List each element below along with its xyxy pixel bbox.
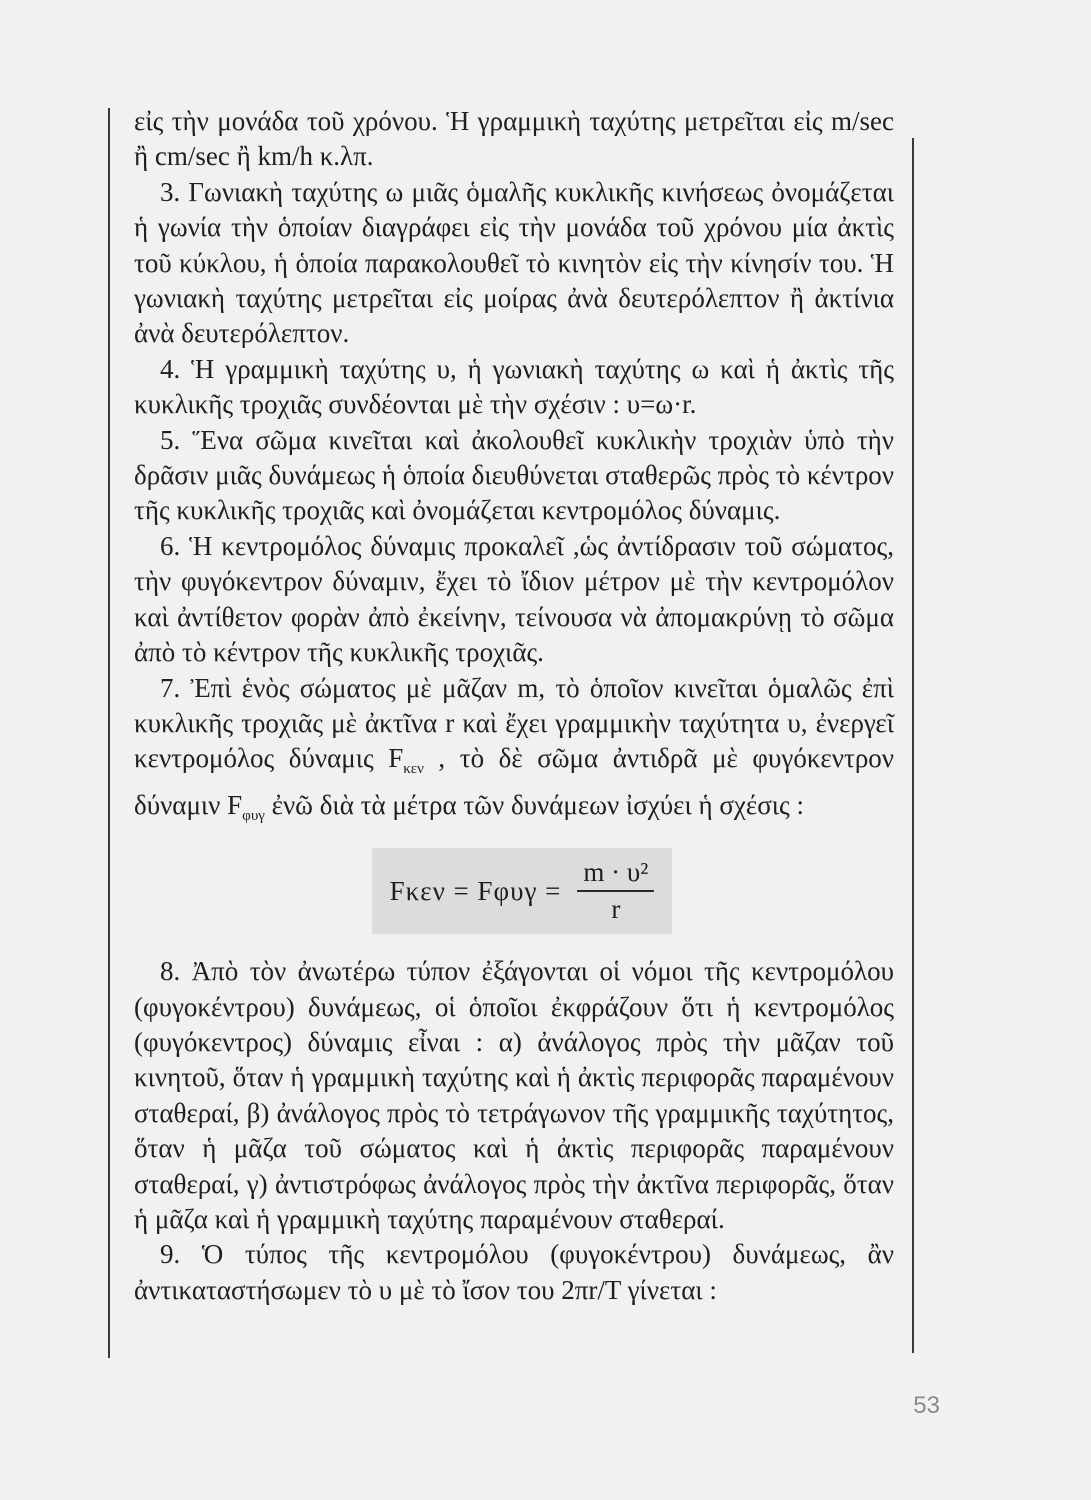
subscript-fug: φυγ	[242, 807, 265, 824]
centripetal-force-formula	[372, 848, 672, 934]
paragraph-7	[134, 671, 894, 835]
formula-lhs: Fκεν = Fφυγ =	[389, 875, 562, 906]
subscript-kev: κεν	[403, 761, 424, 778]
paragraph-7-part-a: 7. Ἐπὶ ἑνὸς σώματος μὲ μᾶζαν m, τὸ ὁποῖον κινεῖται ὁμαλῶς ἐπὶ κυκλικῆς τροχιᾶς μὲ ἀκτῖνα r καὶ ἔχει γραμμικὴν ταχύτητα υ, ἐνεργεῖ κεντρομόλος δύναμις F	[134, 672, 894, 774]
paragraph-9: 9. Ὁ τύπος τῆς κεντρομόλου (φυγοκέντρου) δυνάμεως, ἂν ἀντικαταστήσωμεν τὸ υ μὲ τὸ ἴσον του 2πr/T γίνεται :	[134, 1239, 894, 1305]
paragraph-7-part-b: , τὸ δὲ σῶμα ἀντιδρᾶ μὲ φυγόκεντρον δύναμιν F	[134, 743, 894, 820]
paragraph-7-part-c: ἐνῶ διὰ τὰ μέτρα τῶν δυνάμεων ἰσχύει ἡ σχέσις :	[264, 789, 804, 820]
paragraph-3: 3. Γωνιακὴ ταχύτης ω μιᾶς ὁμαλῆς κυκλικῆς κινήσεως ὀνομάζεται ἡ γωνία τὴν ὁποίαν διαγράφει εἰς τὴν μονάδα τοῦ χρόνου μία ἀκτὶς τοῦ κύκλου, ἡ ὁποία παρακολουθεῖ τὸ κινητὸν εἰς τὴν κίνησίν του. Ἡ γωνιακὴ ταχύτης μετρεῖται εἰς μοίρας ἀνὰ δευτερόλεπτον ἢ ἀκτίνια ἀνὰ δευτερόλεπτον.	[134, 176, 894, 349]
formula-fraction	[577, 859, 654, 923]
left-margin-rule	[108, 108, 110, 1358]
paragraph-4: 4. Ἡ γραμμικὴ ταχύτης υ, ἡ γωνιακὴ ταχύτης ω καὶ ἡ ἀκτὶς τῆς κυκλικῆς τροχιᾶς συνδέονται μὲ τὴν σχέσιν : υ=ω·r.	[134, 353, 894, 420]
paragraph-continuation: εἰς τὴν μονάδα τοῦ χρόνου. Ἡ γραμμικὴ ταχύτης μετρεῖται εἰς m/sec ἢ cm/sec ἢ km/h κ.λπ.	[134, 106, 894, 172]
formula-numerator: m · υ²	[577, 859, 654, 892]
right-margin-rule	[912, 138, 914, 1353]
page-number: 53	[913, 1392, 940, 1419]
body-text	[134, 104, 894, 1308]
paragraph-5: 5. Ἕνα σῶμα κινεῖται καὶ ἀκολουθεῖ κυκλικὴν τροχιὰν ὑπὸ τὴν δρᾶσιν μιᾶς δυνάμεως ἡ ὁποία διευθύνεται σταθερῶς πρὸς τὸ κέντρον τῆς κυκλικῆς τροχιᾶς καὶ ὀνομάζεται κεντρομόλος δύναμις.	[134, 424, 894, 526]
paragraph-8: 8. Ἀπὸ τὸν ἀνωτέρω τύπον ἐξάγονται οἱ νόμοι τῆς κεντρομόλου (φυγοκέντρου) δυνάμεως, οἱ ὁποῖοι ἐκφράζουν ὅτι ἡ κεντρομόλος (φυγόκεντρος) δύναμις εἶναι : α) ἀνάλογος πρὸς τὴν μᾶζαν τοῦ κινητοῦ, ὅταν ἡ γραμμικὴ ταχύτης καὶ ἡ ἀκτὶς περιφορᾶς παραμένουν σταθεραί, β) ἀνάλογος πρὸς τὸ τετράγωνον τῆς γραμμικῆς ταχύτητος, ὅταν ἡ μᾶζα τοῦ σώματος καὶ ἡ ἀκτὶς περιφορᾶς παραμένουν σταθεραί, γ) ἀντιστρόφως ἀνάλογος πρὸς τὴν ἀκτῖνα περιφορᾶς, ὅταν ἡ μᾶζα καὶ ἡ γραμμικὴ ταχύτης παραμένουν σταθεραί.	[134, 956, 894, 1234]
paragraph-6: 6. Ἡ κεντρομόλος δύναμις προκαλεῖ ,ὡς ἀντίδρασιν τοῦ σώματος, τὴν φυγόκεντρον δύναμιν, ἔχει τὸ ἴδιον μέτρον μὲ τὴν κεντρομόλον καὶ ἀντίθετον φορὰν ἀπὸ ἐκείνην, τείνουσα νὰ ἀπομακρύνῃ τὸ σῶμα ἀπὸ τὸ κέντρον τῆς κυκλικῆς τροχιᾶς.	[134, 530, 894, 668]
formula-denominator: r	[611, 894, 621, 925]
